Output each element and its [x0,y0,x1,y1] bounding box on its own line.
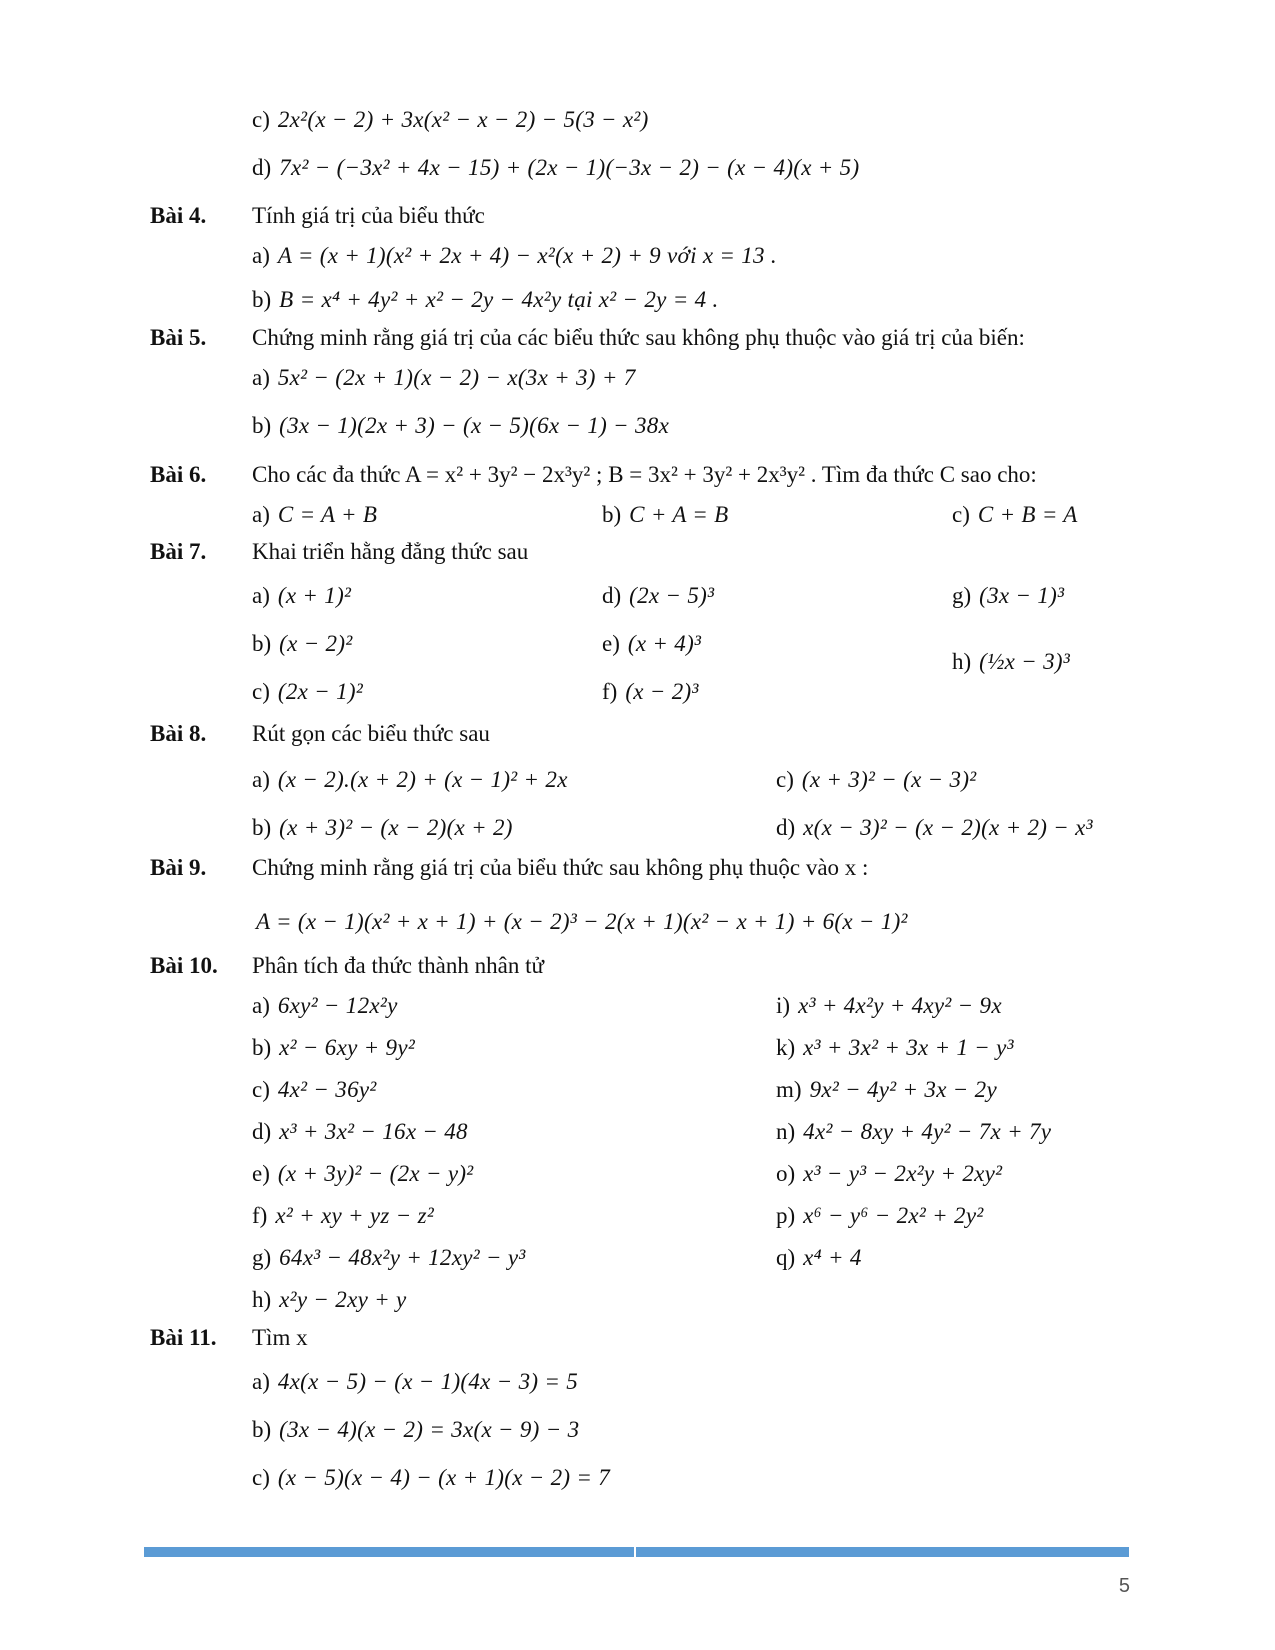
item-label: o) [776,1161,796,1186]
item-label: d) [252,155,272,180]
exercise-number: Bài 7. [150,539,207,564]
exercise-item-a [252,1362,578,1402]
exercise-heading [0,196,1275,236]
item-label: d) [252,1119,272,1144]
exercise-item-row [0,1280,1275,1320]
exercise-number: Bài 11. [150,1325,217,1350]
item-label: a) [252,243,270,268]
exercise-item-e [602,624,701,664]
item-label: c) [252,107,270,132]
exercise-item-d [602,576,714,616]
math-expression: 7x² − (−3x² + 4x − 15) + (2x − 1)(−3x − 2) − (x − 4)(x + 5) [279,155,860,180]
exercise-item-a [252,986,398,1026]
item-label: n) [776,1119,796,1144]
exercise-item-row [0,236,1275,276]
exercise-item-d [252,1112,468,1152]
exercise-item-a [252,495,377,535]
item-label: b) [252,631,272,656]
item-label: a) [252,583,270,608]
item-label: g) [952,583,972,608]
item-label: b) [252,287,272,312]
math-expression: x³ + 3x² + 3x + 1 − y³ [803,1035,1014,1060]
exercise-number: Bài 5. [150,325,207,350]
item-label: b) [602,502,622,527]
item-label: i) [776,993,791,1018]
exercise-item-row [0,576,1275,616]
math-expression: (x + 4)³ [627,631,702,656]
exercise-item-a [252,760,568,800]
math-expression: 5x² − (2x + 1)(x − 2) − x(3x + 3) + 7 [277,365,636,390]
math-expression: (x − 5)(x − 4) − (x + 1)(x − 2) = 7 [277,1465,611,1490]
exercise-item-b [252,280,719,320]
exercise-heading [0,946,1275,986]
math-expression: 4x(x − 5) − (x − 1)(4x − 3) = 5 [277,1369,579,1394]
exercise-heading [0,848,1275,888]
math-expression: 64x³ − 48x²y + 12xy² − y³ [279,1245,526,1270]
math-expression: C + B = A [977,502,1078,527]
item-label: c) [252,679,270,704]
footer-rule-divider [634,1547,636,1557]
exercise-item-a [252,358,636,398]
exercise-item-row [0,1196,1275,1236]
math-expression: x⁶ − y⁶ − 2x² + 2y² [803,1203,984,1228]
math-expression: 6xy² − 12x²y [277,993,398,1018]
item-label: c) [776,767,794,792]
exercise-item-c [252,672,363,712]
exercise-item-i [776,986,1002,1026]
math-expression: (2x − 5)³ [629,583,715,608]
item-label: g) [252,1245,272,1270]
item-label: k) [776,1035,796,1060]
exercise-item-b [252,406,669,446]
exercise-instruction: Rút gọn các biểu thức sau [252,721,490,746]
exercise-item-c [952,495,1078,535]
item-label: e) [602,631,620,656]
item-label: e) [252,1161,270,1186]
exercise-item-row [0,902,1275,942]
item-label: c) [252,1465,270,1490]
math-expression: C + A = B [629,502,729,527]
exercise-item-n [776,1112,1051,1152]
exercise-item-e [252,1154,474,1194]
exercise-item-a [252,236,777,276]
exercise-item-row [0,358,1275,398]
exercise-item-p [776,1196,984,1236]
exercise-heading [0,714,1275,754]
math-expression: x² + xy + yz − z² [275,1203,435,1228]
item-label: f) [602,679,618,704]
exercise-instruction: Phân tích đa thức thành nhân tử [252,953,544,978]
item-label: p) [776,1203,796,1228]
item-label: a) [252,993,270,1018]
exercise-item-row [0,1238,1275,1278]
exercise-number: Bài 9. [150,855,207,880]
item-label: b) [252,1035,272,1060]
item-label: a) [252,767,270,792]
exercise-expression [256,902,908,942]
item-label: h) [952,649,972,674]
math-expression: C = A + B [277,502,378,527]
exercise-instruction: Tìm x [252,1325,308,1350]
math-expression: (3x − 1)³ [979,583,1065,608]
math-expression: (x + 1)² [277,583,352,608]
exercise-item-row [0,1070,1275,1110]
item-label: c) [252,1077,270,1102]
exercise-item-row [0,986,1275,1026]
math-expression: 2x²(x − 2) + 3x(x² − x − 2) − 5(3 − x²) [277,107,649,132]
exercise-item-row [0,1362,1275,1402]
item-label: a) [252,365,270,390]
exercise-item-k [776,1028,1014,1068]
math-expression: B = x⁴ + 4y² + x² − 2y − 4x²y tại x² − 2y = 4 . [279,287,719,312]
exercise-item-b [602,495,729,535]
math-expression: (x + 3)² − (x − 3)² [801,767,977,792]
exercise-heading [0,455,1275,495]
exercise-item-row [0,672,1275,712]
math-expression: (x + 3)² − (x − 2)(x + 2) [279,815,513,840]
item-label: d) [776,815,796,840]
math-expression: A = (x + 1)(x² + 2x + 4) − x²(x + 2) + 9 với x = 13 . [277,243,777,268]
exercise-item-d [776,808,1093,848]
math-expression: x³ + 4x²y + 4xy² − 9x [798,993,1002,1018]
exercise-item-row [0,495,1275,535]
exercise-item-f [252,1196,434,1236]
math-expression: (x − 2)² [279,631,353,656]
item-label: h) [252,1287,272,1312]
exercise-item-row [0,624,1275,674]
math-expression: (x − 2).(x + 2) + (x − 1)² + 2x [277,767,568,792]
math-expression: 4x² − 36y² [277,1077,377,1102]
math-expression: x² − 6xy + 9y² [279,1035,416,1060]
exercise-item-b [252,1410,579,1450]
exercise-item-q [776,1238,862,1278]
exercise-item-b [252,1028,415,1068]
math-expression: x(x − 3)² − (x − 2)(x + 2) − x³ [803,815,1093,840]
math-expression: (x + 3y)² − (2x − y)² [277,1161,474,1186]
exercise-item-b [252,624,353,664]
exercise-item-g [952,576,1064,616]
math-expression: (x − 2)³ [625,679,699,704]
exercise-item-c [252,100,649,140]
exercise-item-f [602,672,699,712]
math-expression: (2x − 1)² [277,679,364,704]
exercise-item-row [0,1458,1275,1498]
item-label: f) [252,1203,268,1228]
page-number: 5 [1118,1575,1130,1597]
math-expression: 9x² − 4y² + 3x − 2y [809,1077,997,1102]
exercise-instruction: Chứng minh rằng giá trị của biểu thức sau không phụ thuộc vào x : [252,855,869,880]
exercise-heading [0,318,1275,358]
item-label: b) [252,815,272,840]
exercise-item-row [0,100,1275,140]
exercise-instruction: Chứng minh rằng giá trị của các biểu thức sau không phụ thuộc vào giá trị của biến: [252,325,1025,350]
math-expression: (3x − 4)(x − 2) = 3x(x − 9) − 3 [279,1417,580,1442]
exercise-item-m [776,1070,997,1110]
item-label: m) [776,1077,802,1102]
exercise-number: Bài 8. [150,721,207,746]
exercise-item-row [0,760,1275,800]
exercise-item-row [0,1410,1275,1450]
math-expression: A = (x − 1)(x² + x + 1) + (x − 2)³ − 2(x + 1)(x² − x + 1) + 6(x − 1)² [256,909,908,934]
exercise-heading [0,1318,1275,1358]
exercise-item-o [776,1154,1002,1194]
item-label: b) [252,1417,272,1442]
footer-rule [144,1547,1129,1557]
exercise-item-row [0,406,1275,446]
exercise-item-h [252,1280,407,1320]
exercise-number: Bài 6. [150,462,207,487]
exercise-instruction: Khai triển hằng đẳng thức sau [252,539,529,564]
exercise-heading [0,532,1275,572]
math-expression: x³ − y³ − 2x²y + 2xy² [803,1161,1003,1186]
exercise-item-row [0,808,1275,848]
exercise-number: Bài 4. [150,203,207,228]
item-label: b) [252,413,272,438]
math-expression: x²y − 2xy + y [279,1287,407,1312]
item-label: a) [252,502,270,527]
exercise-item-row [0,280,1275,320]
exercise-instruction: Tính giá trị của biểu thức [252,203,485,228]
exercise-item-g [252,1238,526,1278]
exercise-item-c [252,1458,610,1498]
math-expression: 4x² − 8xy + 4y² − 7x + 7y [803,1119,1052,1144]
exercise-item-c [252,1070,377,1110]
exercise-number: Bài 10. [150,953,218,978]
math-expression: x³ + 3x² − 16x − 48 [279,1119,468,1144]
exercise-item-row [0,1112,1275,1152]
exercise-item-row [0,1154,1275,1194]
exercise-item-d [252,148,859,188]
math-expression: (3x − 1)(2x + 3) − (x − 5)(6x − 1) − 38x [279,413,670,438]
exercise-item-b [252,808,513,848]
exercise-item-c [776,760,976,800]
item-label: d) [602,583,622,608]
item-label: a) [252,1369,270,1394]
item-label: q) [776,1245,796,1270]
exercise-item-a [252,576,351,616]
item-label: c) [952,502,970,527]
math-expression: x⁴ + 4 [803,1245,862,1270]
exercise-instruction: Cho các đa thức A = x² + 3y² − 2x³y² ; B = 3x² + 3y² + 2x³y² . Tìm đa thức C sao cho: [252,462,1037,487]
exercise-item-row [0,1028,1275,1068]
math-expression: (½x − 3)³ [979,649,1071,674]
exercise-item-row [0,148,1275,188]
